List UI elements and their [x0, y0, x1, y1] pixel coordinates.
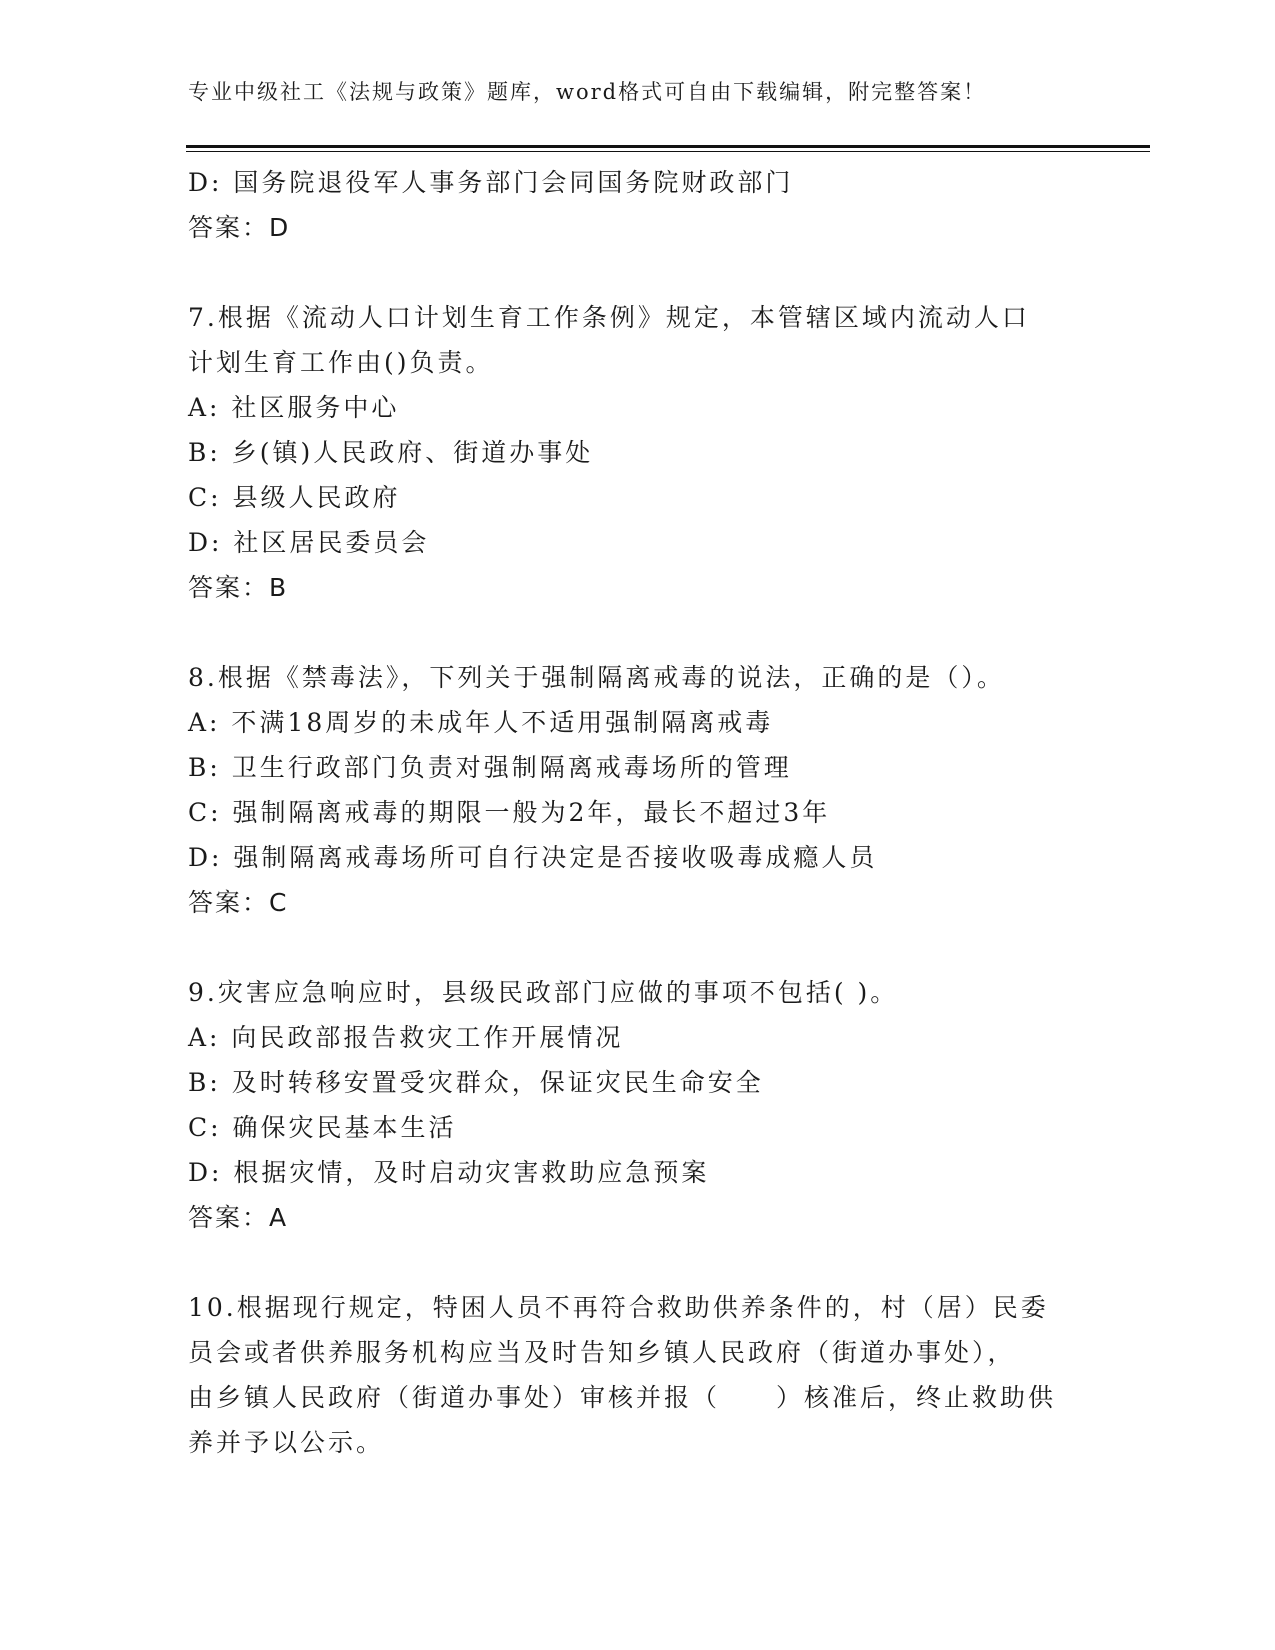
option-a: A: 社区服务中心	[188, 393, 400, 422]
option-b: B: 及时转移安置受灾群众，保证灾民生命安全	[188, 1068, 764, 1097]
question-10	[188, 1285, 1088, 1465]
question-stem-line: 计划生育工作由()负责。	[188, 348, 494, 377]
header-rule-thick	[186, 145, 1150, 148]
question-stem-line: 9.灾害应急响应时，县级民政部门应做的事项不包括( )。	[188, 978, 899, 1007]
answer-line: 答案：B	[188, 573, 289, 602]
option-d: D: 社区居民委员会	[188, 528, 430, 557]
question-9	[188, 970, 1088, 1240]
option-c: C: 强制隔离戒毒的期限一般为2年，最长不超过3年	[188, 798, 831, 827]
page-header: 专业中级社工《法规与政策》题库，word格式可自由下载编辑，附完整答案！	[188, 80, 987, 104]
option-a: A: 不满18周岁的未成年人不适用强制隔离戒毒	[188, 708, 774, 737]
question-stem-line: 由乡镇人民政府（街道办事处）审核并报（ ）核准后，终止救助供	[188, 1383, 1057, 1412]
question-stem-line: 员会或者供养服务机构应当及时告知乡镇人民政府（街道办事处），	[188, 1338, 1016, 1367]
question-8	[188, 655, 1088, 925]
previous-question-tail	[188, 160, 1088, 250]
question-stem-line: 10.根据现行规定，特困人员不再符合救助供养条件的，村（居）民委	[188, 1293, 1049, 1322]
option-d: D: 国务院退役军人事务部门会同国务院财政部门	[188, 168, 794, 197]
question-stem-line: 8.根据《禁毒法》，下列关于强制隔离戒毒的说法，正确的是（）。	[188, 663, 1005, 692]
question-7	[188, 295, 1088, 610]
question-stem-line: 7.根据《流动人口计划生育工作条例》规定，本管辖区域内流动人口	[188, 303, 1030, 332]
header-rule-thin	[186, 151, 1150, 152]
document-body	[188, 160, 1088, 1465]
answer-line: 答案：C	[188, 888, 289, 917]
question-stem-line: 养并予以公示。	[188, 1428, 385, 1457]
answer-line: 答案：A	[188, 1203, 289, 1232]
option-a: A: 向民政部报告救灾工作开展情况	[188, 1023, 624, 1052]
option-d: D: 强制隔离戒毒场所可自行决定是否接收吸毒成瘾人员	[188, 843, 878, 872]
option-c: C: 确保灾民基本生活	[188, 1113, 457, 1142]
answer-line: 答案：D	[188, 213, 291, 242]
option-c: C: 县级人民政府	[188, 483, 401, 512]
option-b: B: 乡(镇)人民政府、街道办事处	[188, 438, 594, 467]
option-b: B: 卫生行政部门负责对强制隔离戒毒场所的管理	[188, 753, 792, 782]
option-d: D: 根据灾情，及时启动灾害救助应急预案	[188, 1158, 710, 1187]
